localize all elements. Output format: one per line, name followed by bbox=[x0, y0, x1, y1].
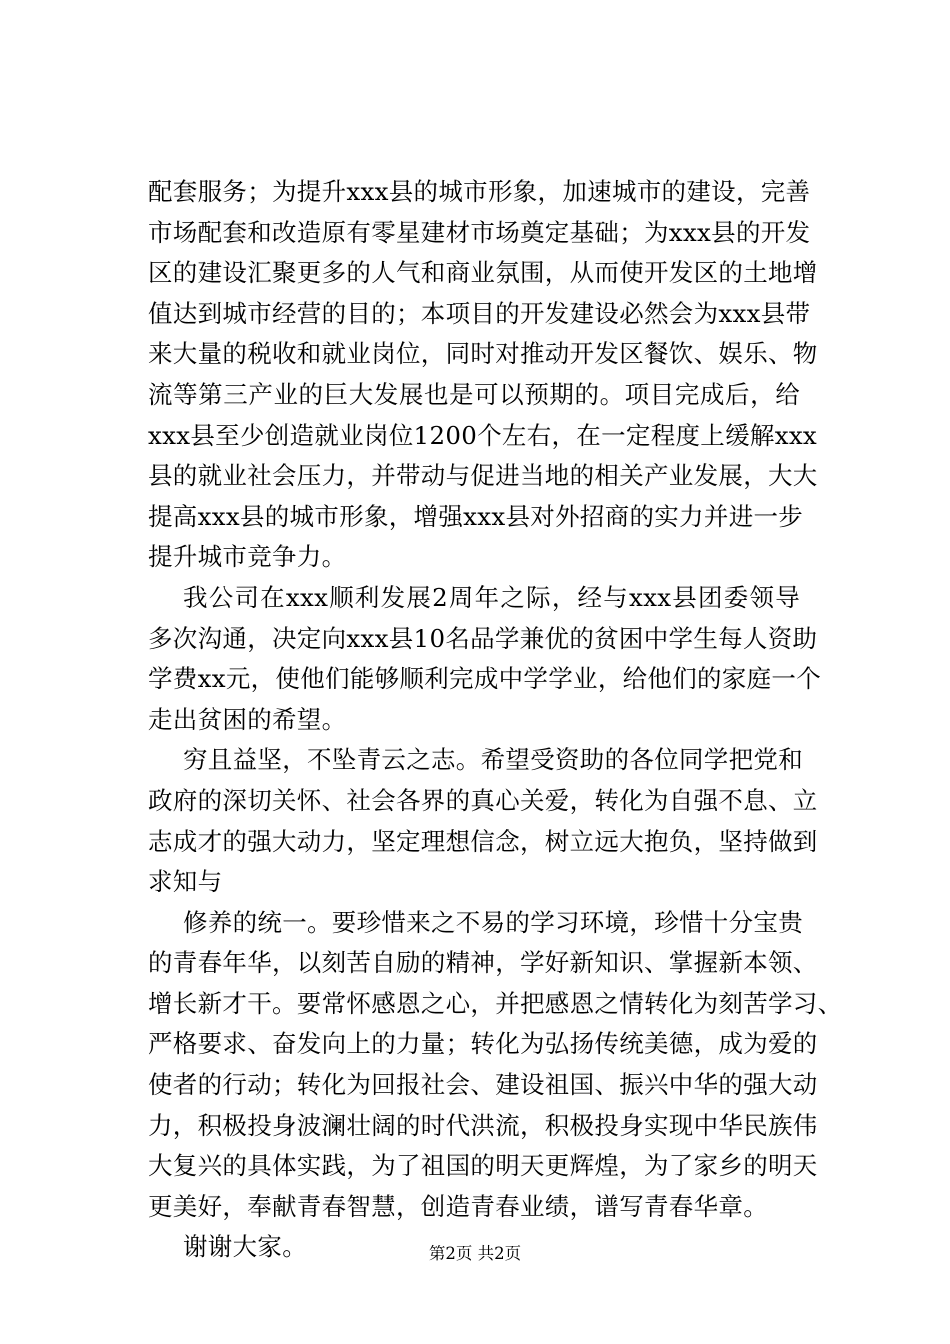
text-line: 值达到城市经营的目的；本项目的开发建设必然会为xxx县带 bbox=[148, 298, 811, 328]
text-line: 我公司在xxx顺利发展2周年之际，经与xxx县团委领导 bbox=[183, 582, 800, 612]
text-line: 增长新才干。要常怀感恩之心，并把感恩之情转化为刻苦学习、 bbox=[148, 988, 843, 1018]
text-line: 更美好，奉献青春智慧，创造青春业绩，谱写青春华章。 bbox=[148, 1191, 768, 1221]
text-line: 区的建设汇聚更多的人气和商业氛围，从而使开发区的土地增 bbox=[148, 258, 818, 288]
page-footer: 第2页 共2页 bbox=[428, 1244, 522, 1263]
text-line: 流等第三产业的巨大发展也是可以预期的。项目完成后，给 bbox=[148, 379, 800, 409]
text-line: xxx县至少创造就业岗位1200个左右，在一定程度上缓解xxx bbox=[148, 420, 818, 450]
text-line: 严格要求、奋发向上的力量；转化为弘扬传统美德，成为爱的 bbox=[148, 1029, 818, 1059]
text-line: 修养的统一。要珍惜来之不易的学习环境，珍惜十分宝贵 bbox=[183, 907, 803, 937]
document-body bbox=[148, 172, 843, 1268]
text-line: 走出贫困的希望。 bbox=[148, 704, 347, 734]
text-line: 力，积极投身波澜壮阔的时代洪流，积极投身实现中华民族伟 bbox=[148, 1110, 818, 1140]
text-line: 政府的深切关怀、社会各界的真心关爱，转化为自强不息、立 bbox=[148, 785, 818, 815]
text-line: 大复兴的具体实践，为了祖国的明天更辉煌，为了家乡的明天 bbox=[148, 1151, 818, 1181]
text-line: 谢谢大家。 bbox=[183, 1232, 307, 1262]
text-line: 来大量的税收和就业岗位，同时对推动开发区餐饮、娱乐、物 bbox=[148, 339, 818, 369]
text-line: 提升城市竞争力。 bbox=[148, 542, 347, 572]
text-line: 志成才的强大动力，坚定理想信念，树立远大抱负，坚持做到 bbox=[148, 826, 818, 856]
text-line: 使者的行动；转化为回报社会、建设祖国、振兴中华的强大动 bbox=[148, 1070, 818, 1100]
text-line: 学费xx元，使他们能够顺利完成中学学业，给他们的家庭一个 bbox=[148, 664, 822, 694]
text-line: 求知与 bbox=[148, 867, 223, 897]
text-line: 多次沟通，决定向xxx县10名品学兼优的贫困中学生每人资助 bbox=[148, 623, 818, 653]
text-line: 提高xxx县的城市形象，增强xxx县对外招商的实力并进一步 bbox=[148, 501, 804, 531]
text-line: 市场配套和改造原有零星建材市场奠定基础；为xxx县的开发 bbox=[148, 217, 811, 247]
text-line: 的青春年华，以刻苦自励的精神，学好新知识、掌握新本领、 bbox=[148, 948, 818, 978]
text-line: 配套服务；为提升xxx县的城市形象，加速城市的建设，完善 bbox=[148, 177, 811, 206]
text-line: 穷且益坚，不坠青云之志。希望受资助的各位同学把党和 bbox=[183, 745, 803, 775]
text-line: 县的就业社会压力，并带动与促进当地的相关产业发展，大大 bbox=[148, 461, 818, 491]
